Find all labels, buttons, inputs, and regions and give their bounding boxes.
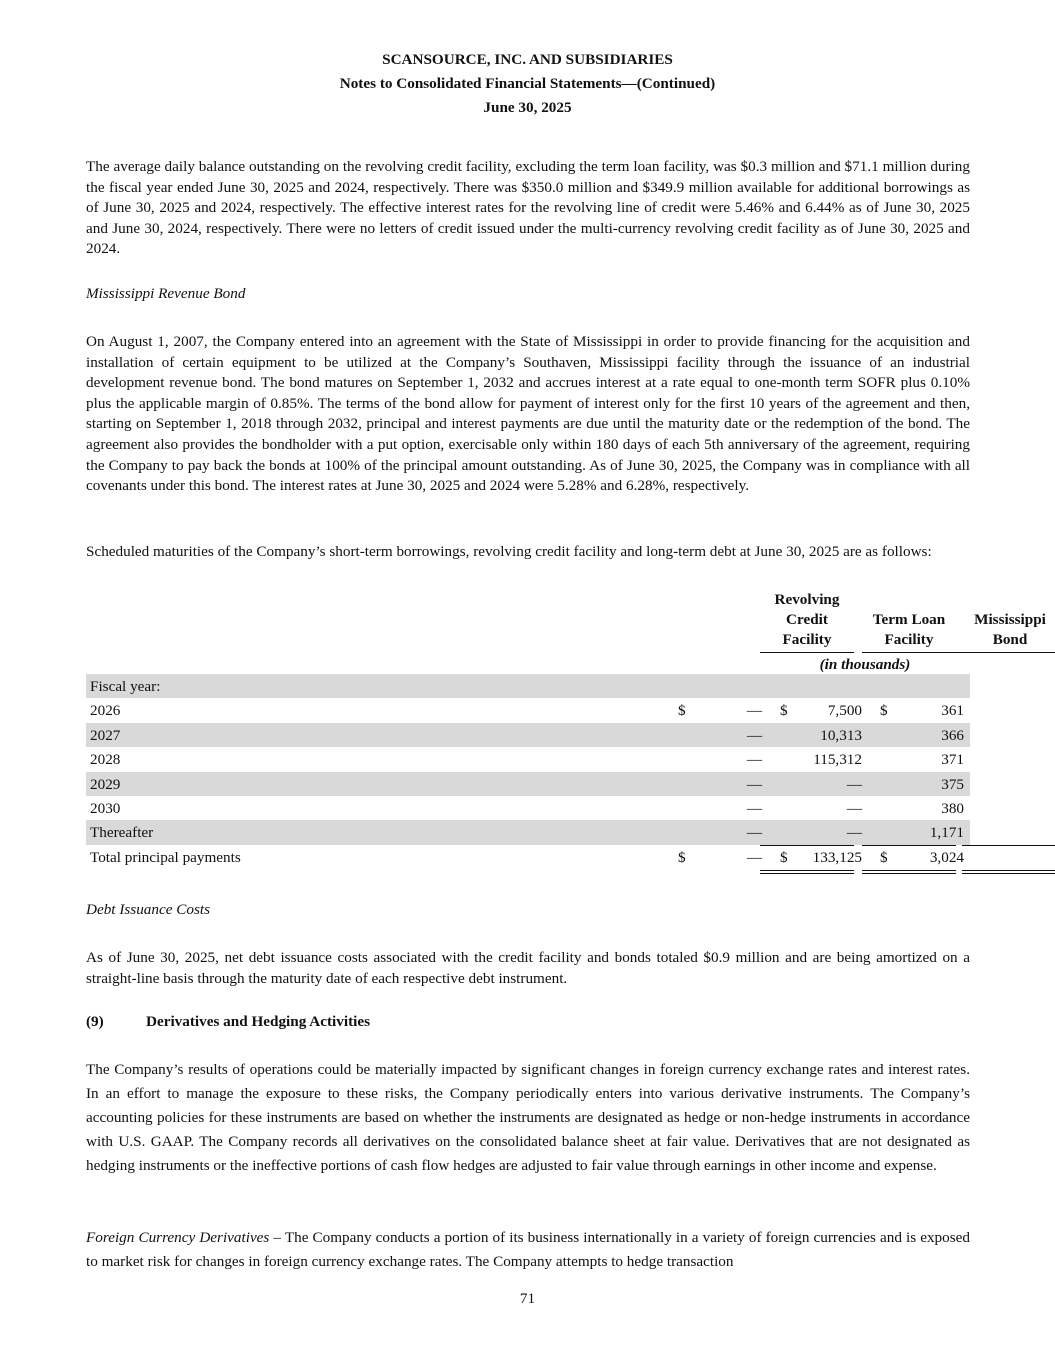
col-header-line: Credit — [786, 611, 828, 628]
cell-mississippi: 366 — [941, 726, 964, 744]
cell-term-loan: 7,500 — [827, 702, 862, 720]
cell-mississippi: 3,024 — [929, 848, 964, 866]
fx-derivatives-paragraph — [86, 1226, 970, 1274]
average-balance-paragraph: The average daily balance outstanding on the revolving credit facility, excluding the term loan facility, was $0.3 million and $71.1 million during the fiscal year ended June 30, 2025 and 2024, respectively. There was $350.0 million and $349.9 million available for additional borrowings as of June 30, 2025 and 2024, respectively. The effective interest rates for the revolving line of credit were 5.46% and 6.44% as of June 30, 2025 and June 30, 2024, respectively. There were no letters of credit issued under the multi-currency revolving credit facility as of June 30, 2025 and 2024. — [86, 158, 970, 258]
fx-derivatives-lead: Foreign Currency Derivatives — [86, 1229, 270, 1246]
dollar-sign: $ — [880, 702, 888, 720]
maturities-table — [86, 590, 1046, 890]
cell-term-loan: 133,125 — [812, 848, 862, 866]
dollar-sign: $ — [880, 848, 888, 866]
debt-issuance-heading: Debt Issuance Costs — [86, 901, 211, 918]
table-row — [86, 674, 970, 698]
table-row — [86, 747, 970, 771]
cell-revolving: — — [746, 775, 762, 793]
cell-mississippi: 1,171 — [929, 824, 964, 842]
cell-revolving: — — [746, 848, 762, 866]
row-label: 2028 — [90, 751, 121, 769]
row-label: 2026 — [90, 702, 121, 720]
total-double-rule — [962, 870, 1055, 874]
cell-revolving — [680, 677, 762, 697]
page-header — [0, 48, 1055, 120]
table-row — [86, 698, 970, 722]
cell-revolving: — — [746, 800, 762, 817]
cell-mississippi: 375 — [941, 775, 964, 793]
units-label: (in thousands) — [819, 656, 911, 673]
cell-term-loan: — — [846, 824, 862, 842]
cell-revolving: — — [746, 824, 762, 842]
header-rule — [862, 652, 1055, 653]
col-header-term-loan — [862, 610, 956, 650]
cell-mississippi: 371 — [941, 751, 964, 769]
section-heading — [86, 1012, 370, 1032]
fx-derivatives-body: – The Company conducts a portion of its business internationally in a variety of foreign currencies and is exposed to market risk for changes in foreign currency exchange rates. The Company attempts to hedge transaction — [86, 1229, 970, 1270]
debt-issuance-paragraph: As of June 30, 2025, net debt issuance costs associated with the credit facility and bonds totaled $0.9 million and are being amortized on a straight-line basis through the maturity date of each respective debt instrument. — [86, 949, 970, 987]
cell-revolving: — — [746, 751, 762, 769]
cell-revolving: — — [746, 726, 762, 744]
cell-term-loan: — — [846, 775, 862, 793]
cell-revolving: — — [746, 702, 762, 720]
total-double-rule — [862, 870, 956, 874]
col-header-line: Bond — [992, 631, 1028, 648]
table-row — [86, 772, 970, 796]
col-header-line: Mississippi — [974, 611, 1046, 628]
table-row — [86, 796, 970, 820]
section-title: Derivatives and Hedging Activities — [146, 1013, 371, 1030]
col-header-mississippi — [962, 610, 1055, 650]
page-number: 71 — [519, 1290, 536, 1307]
mississippi-bond-heading: Mississippi Revenue Bond — [86, 285, 246, 302]
cell-term-loan: 10,313 — [820, 726, 862, 744]
statement-date: June 30, 2025 — [483, 99, 572, 116]
scheduled-maturities-intro: Scheduled maturities of the Company’s short-term borrowings, revolving credit facility and long-term debt at June 30, 2025 are as follows: — [86, 543, 932, 560]
dollar-sign: $ — [678, 848, 686, 866]
cell-term-loan: 115,312 — [813, 751, 862, 769]
table-row — [86, 820, 970, 844]
row-label: 2029 — [90, 775, 121, 793]
table-row — [86, 723, 970, 747]
cell-term-loan — [780, 677, 862, 697]
col-header-line: Facility — [884, 631, 934, 648]
notes-subtitle: Notes to Consolidated Financial Statements—(Continued) — [339, 75, 716, 92]
subtotal-rule — [862, 845, 956, 846]
row-label: Thereafter — [90, 824, 154, 842]
col-header-line: Term Loan — [872, 611, 946, 628]
mississippi-bond-paragraph: On August 1, 2007, the Company entered into an agreement with the State of Mississippi in order to provide financing for the acquisition and installation of certain equipment to be utilized at the Company’s Southaven, Mississippi facility through the issuance of an industrial development revenue bond. The bond matures on September 1, 2032 and accrues interest at a rate equal to one-month term SOFR plus 0.10% plus the applicable margin of 0.85%. The terms of the bond allow for payment of interest only for the first 10 years of the agreement and then, starting on September 1, 2018 through 2032, principal and interest payments are due until the maturity date or the redemption of the bond. The agreement also provides the bondholder with a put option, exercisable only within 180 days of each 5th anniversary of the agreement, requiring the Company to pay back the bonds at 100% of the principal amount outstanding. As of June 30, 2025, the Company was in compliance with all covenants under this bond. The interest rates at June 30, 2025 and 2024 were 5.28% and 6.28%, respectively. — [86, 333, 970, 495]
col-header-revolving — [760, 590, 854, 650]
cell-mississippi: 380 — [941, 800, 964, 817]
subtotal-rule — [760, 845, 854, 846]
row-label: 2030 — [90, 800, 121, 817]
row-label: 2027 — [90, 726, 121, 744]
subtotal-rule — [962, 845, 1055, 846]
row-label: Total principal payments — [90, 848, 241, 866]
header-rule — [760, 652, 854, 653]
dollar-sign: $ — [678, 702, 686, 720]
cell-term-loan: — — [846, 800, 862, 817]
col-header-line: Revolving — [774, 591, 840, 608]
derivatives-paragraph: The Company’s results of operations could be materially impacted by significant changes in foreign currency exchange rates and interest rates. In an effort to manage the exposure to these risks, the Company periodically enters into various derivative instruments. The Company’s accounting policies for these instruments are based on whether the instruments are designated as hedge or non-hedge instruments in accordance with U.S. GAAP. The Company records all derivatives on the consolidated balance sheet at fair value. Derivatives that are not designated as hedging instruments or the ineffective portions of cash flow hedges are adjusted to fair value through earnings in other income and expense. — [86, 1061, 970, 1174]
cell-mississippi — [880, 677, 964, 697]
total-double-rule — [760, 870, 854, 874]
table-row — [86, 845, 970, 869]
cell-mississippi: 361 — [941, 702, 964, 720]
section-number: (9) — [86, 1013, 104, 1030]
col-header-line: Facility — [782, 631, 832, 648]
company-name: SCANSOURCE, INC. AND SUBSIDIARIES — [382, 51, 673, 68]
dollar-sign: $ — [780, 848, 788, 866]
row-label: Fiscal year: — [90, 678, 161, 695]
dollar-sign: $ — [780, 702, 788, 720]
